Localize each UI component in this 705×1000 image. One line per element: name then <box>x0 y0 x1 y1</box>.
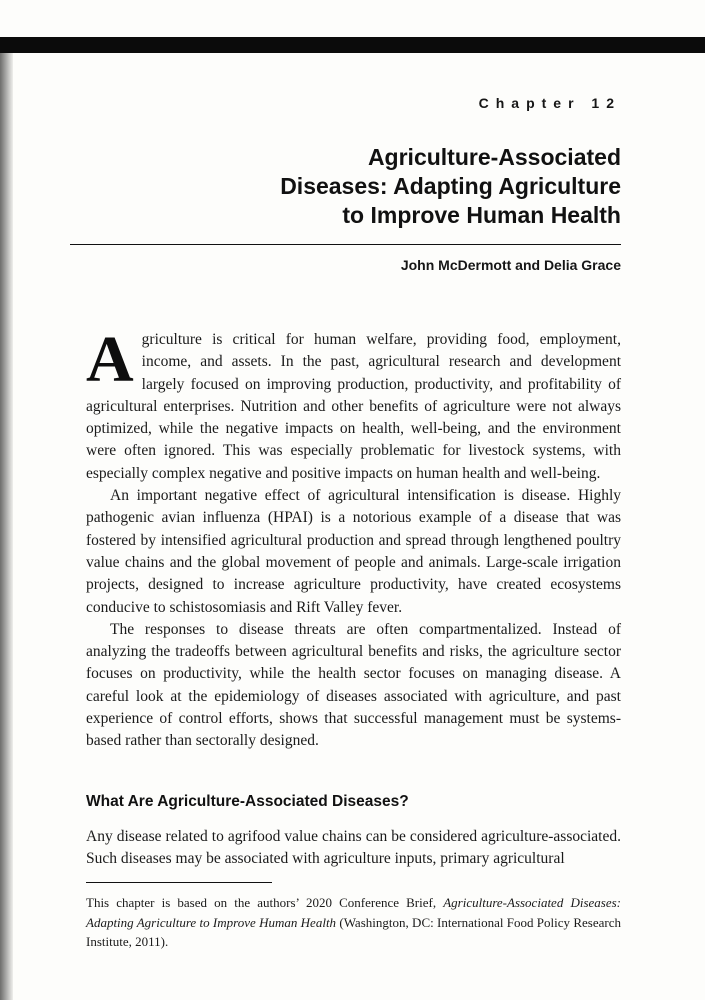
chapter-title <box>86 143 621 230</box>
chapter-title-line-1: Agriculture-Associated <box>367 144 621 170</box>
footnote-block <box>86 882 621 952</box>
footnote-text <box>86 893 621 952</box>
footnote-text-pre: This chapter is based on the authors’ 2020 Conference Brief, <box>86 895 444 910</box>
paragraph-1 <box>86 323 621 485</box>
footnote-text-italic-title: Agriculture-Associated Diseases: Adapting Agriculture to Improve Human Health <box>86 895 621 930</box>
chapter-title-line-3: to Improve Human Health <box>342 202 621 228</box>
body-text <box>86 323 621 870</box>
footnote-rule <box>86 882 272 883</box>
paragraph-4: Any disease related to agrifood value chains can be considered agriculture-associated. Such diseases may be associated with agriculture inputs, primary agricultural <box>86 827 621 868</box>
chapter-title-line-2: Diseases: Adapting Agriculture <box>280 173 621 199</box>
paragraph-1-text: griculture is critical for human welfare, providing food, employment, income, and assets. In the past, agricultural research and development largely focused on improving production, productivity, and profitability of agricultural enterprises. Nutrition and other benefits of agriculture were not always optimized, while the negative impacts on health, well-being, and the environment were often ignored. This was especially problematic for livestock systems, with especially complex negative and positive impacts on human health and well-being. <box>86 331 621 482</box>
section-heading: What Are Agriculture-Associated Diseases? <box>86 792 409 810</box>
drop-cap: A <box>86 323 134 396</box>
authors-byline: John McDermott and Delia Grace <box>400 257 621 273</box>
paragraph-2: An important negative effect of agricultural intensification is disease. Highly pathogenic avian influenza (HPAI) is a notorious example of a disease that was fostered by intensified agricultural production and spread through lengthened poultry value chains and the global movement of people and animals. Large-scale irrigation projects, designed to increase agriculture productivity, have created ecosystems conducive to schistosomiasis and Rift Valley fever. <box>86 487 621 616</box>
chapter-label: Chapter 12 <box>478 95 621 111</box>
paragraph-3: The responses to disease threats are often compartmentalized. Instead of analyzing the tradeoffs between agricultural benefits and risks, the agriculture sector focuses on productivity, while the health sector focuses on managing disease. A careful look at the epidemiology of diseases associated with agriculture, and past experience of control efforts, shows that successful management must be systems-based rather than sectorally designed. <box>86 620 621 750</box>
footnote-text-post: (Washington, DC: International Food Policy Research Institute, 2011). <box>86 914 621 949</box>
title-rule <box>70 244 621 245</box>
